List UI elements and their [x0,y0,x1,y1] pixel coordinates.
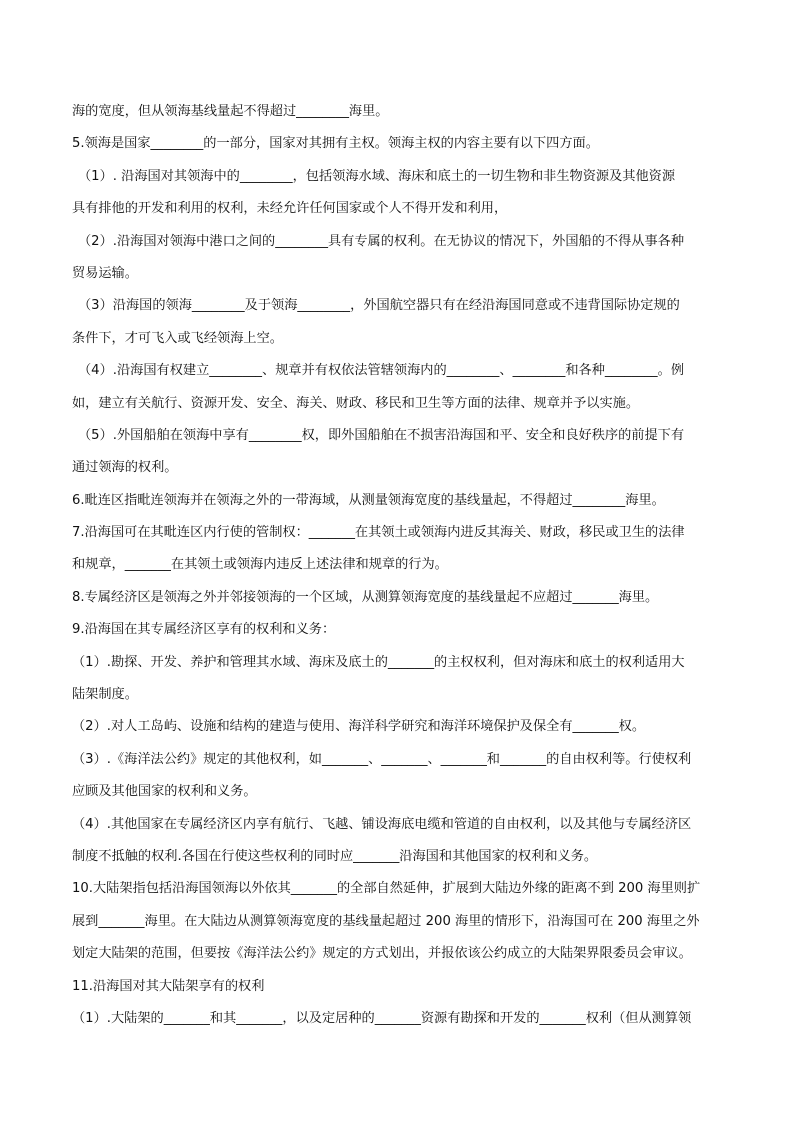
text-line: （3）沿海国的领海________及于领海________，外国航空器只有在经沿海国同意或不违背国际协定规的 [78,298,680,314]
text-line: 9.沿海国在其专属经济区享有的权利和义务： [72,622,336,638]
text-line: 陆架制度。 [72,687,138,703]
text-line: 如，建立有关航行、资源开发、安全、海关、财政、移民和卫生等方面的法律、规章并予以实施。 [72,395,640,411]
text-line: （1）.勘探、开发、养护和管理其水域、海床及底土的_______的主权权利，但对海床和底土的权利适用大 [72,654,685,670]
text-line: 和规章，_______在其领土或领海内违反上述法律和规章的行为。 [72,557,448,573]
text-line: （2）.沿海国对领海中港口之间的________具有专属的权利。在无协议的情况下，外国船的不得从事各种 [78,233,685,249]
text-line: （2）.对人工岛屿、设施和结构的建造与使用、海洋科学研究和海洋环境保护及保全有_______权。 [72,719,646,735]
text-line: 11.沿海国对其大陆架享有的权利 [72,978,265,994]
text-line: （4）.其他国家在专属经济区内享有航行、飞越、铺设海底电缆和管道的自由权利，以及其他与专属经济区 [72,816,692,832]
text-line: 应顾及其他国家的权利和义务。 [72,784,257,800]
text-line: （4）.沿海国有权建立________、规章并有权依法管辖领海内的________、________和各种________。例 [78,363,685,379]
text-line: （5）.外国船舶在领海中享有________权，即外国船舶在不损害沿海国和平、安全和良好秩序的前提下有 [78,427,685,443]
text-line: 条件下，才可飞入或飞经领海上空。 [72,330,283,346]
text-line: 6.毗连区指毗连领海并在领海之外的一带海域，从测量领海宽度的基线量起，不得超过________海里。 [72,492,665,508]
text-line: （3）.《海洋法公约》规定的其他权利，如_______、_______、_______和_______的自由权利等。行使权利 [72,751,692,767]
text-line: 5.领海是国家________的一部分，国家对其拥有主权。领海主权的内容主要有以下四方面。 [72,136,599,152]
text-line: 海的宽度，但从领海基线量起不得超过________海里。 [72,104,389,119]
text-line: （1）. 沿海国对其领海中的________，包括领海水域、海床和底土的一切生物和非生物资源及其他资源 [78,168,676,184]
text-line: 8.专属经济区是领海之外并邻接领海的一个区域，从测算领海宽度的基线量起不应超过_______海里。 [72,589,659,605]
text-line: 贸易运输。 [72,265,138,281]
text-line: 展到_______海里。在大陆边从测算领海宽度的基线量起超过 200 海里的情形下，沿海国可在 200 海里之外 [72,913,700,929]
text-line: 10.大陆架指包括沿海国领海以外依其_______的全部自然延伸，扩展到大陆边外缘的距离不到 200 海里则扩 [72,881,701,897]
text-line: 7.沿海国可在其毗连区内行使的管制权：_______在其领土或领海内进反其海关、财政，移民或卫生的法律 [72,525,685,541]
text-line: 具有排他的开发和利用的权利，未经允许任何国家或个人不得开发和利用， [72,201,508,217]
document-page [72,96,723,1035]
text-line: 划定大陆架的范围，但要按《海洋法公约》规定的方式划出，并报依该公约成立的大陆架界限委员会审议。 [72,946,692,962]
text-line: （1）.大陆架的_______和其_______，以及定居种的_______资源有勘探和开发的_______权利（但从测算领 [72,1010,692,1026]
text-line: 制度不抵触的权利.各国在行使这些权利的同时应_______沿海国和其他国家的权利和义务。 [72,848,598,864]
text-line: 通过领海的权利。 [72,460,178,476]
